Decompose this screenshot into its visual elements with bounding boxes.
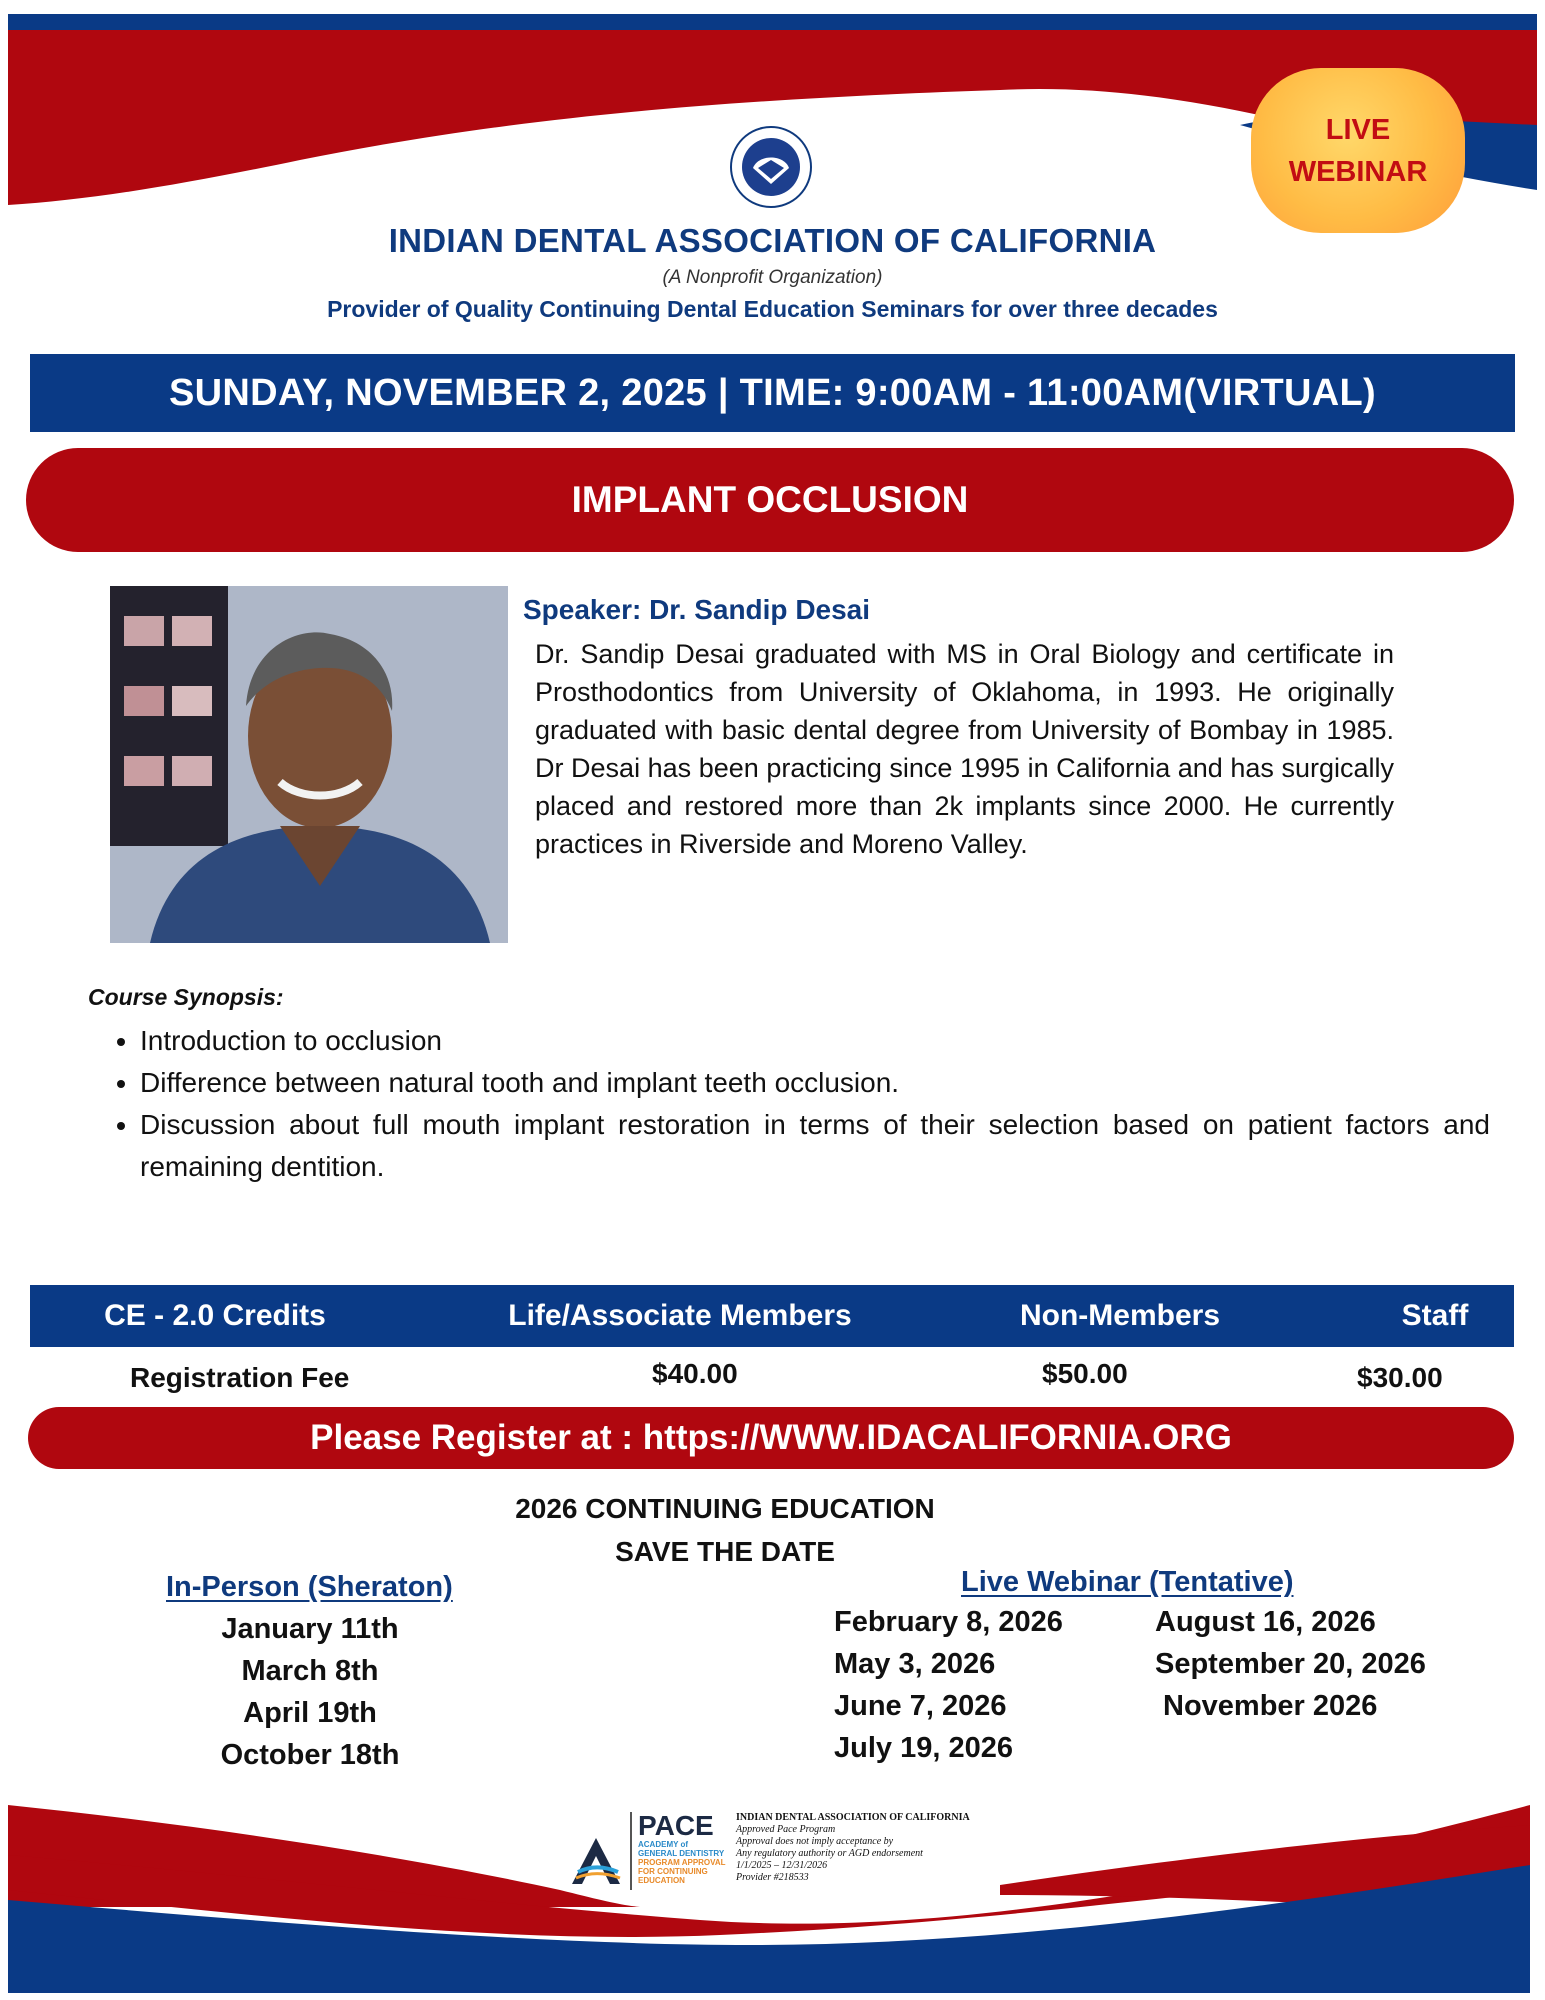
pace-brand-line: ACADEMY of [638, 1840, 689, 1849]
webinar-heading: Live Webinar (Tentative) [961, 1566, 1294, 1598]
fee-header-members: Life/Associate Members [508, 1299, 852, 1332]
live-webinar-badge [1251, 68, 1465, 233]
fee-staff: $30.00 [1357, 1362, 1443, 1393]
save-date-line-1: 2026 CONTINUING EDUCATION [515, 1493, 935, 1524]
synopsis-list [100, 1020, 1490, 1188]
webinar-date: November 2026 [1163, 1690, 1378, 1722]
webinar-date: July 19, 2026 [834, 1732, 1013, 1764]
event-date-bar: SUNDAY, NOVEMBER 2, 2025 | TIME: 9:00AM - 11:00AM(VIRTUAL) [30, 354, 1515, 432]
webinar-dates-col-2 [1155, 1601, 1426, 1727]
fee-header-staff: Staff [1401, 1299, 1469, 1332]
pace-a-icon [568, 1832, 624, 1888]
fee-row-label: Registration Fee [130, 1362, 350, 1393]
pace-org: INDIAN DENTAL ASSOCIATION OF CALIFORNIA [736, 1812, 970, 1823]
save-date-line-2: SAVE THE DATE [615, 1536, 835, 1567]
pace-line: 1/1/2025 – 12/31/2026 [736, 1860, 828, 1871]
pace-line: Any regulatory authority or AGD endorsement [736, 1848, 923, 1859]
synopsis-label: Course Synopsis: [88, 984, 284, 1010]
webinar-date: June 7, 2026 [834, 1690, 1007, 1722]
event-title: IMPLANT OCCLUSION [26, 448, 1514, 552]
pace-approval [568, 1812, 998, 1892]
webinar-date: February 8, 2026 [834, 1606, 1063, 1638]
org-tagline: Provider of Quality Continuing Dental Education Seminars for over three decades [327, 296, 1218, 322]
in-person-date: October 18th [220, 1739, 400, 1771]
pace-line: Approved Pace Program [736, 1824, 836, 1835]
pace-brand [630, 1812, 726, 1890]
pace-brand-line: FOR CONTINUING [638, 1867, 708, 1876]
fee-header-credits: CE - 2.0 Credits [104, 1299, 326, 1332]
fee-members: $40.00 [652, 1358, 738, 1389]
in-person-heading: In-Person (Sheraton) [166, 1571, 453, 1603]
fee-header-non-members: Non-Members [1019, 1299, 1221, 1332]
webinar-date: September 20, 2026 [1155, 1648, 1426, 1680]
ida-logo [728, 124, 814, 210]
webinar-dates-col-1 [834, 1601, 1063, 1769]
fee-non-members: $50.00 [1042, 1358, 1128, 1389]
fee-row [30, 1352, 1514, 1402]
synopsis-item: • Discussion about full mouth implant restoration in terms of their selection based on patient factors and remaining dentition. [140, 1104, 1490, 1188]
pace-details [736, 1812, 1006, 1884]
pace-brand-line: EDUCATION [638, 1876, 685, 1885]
speaker-label: Speaker: Dr. Sandip Desai [523, 594, 871, 625]
synopsis-item: • Introduction to occlusion [140, 1020, 1490, 1062]
pace-brand-line: GENERAL DENTISTRY [638, 1849, 725, 1858]
badge-line-2: WEBINAR [1288, 155, 1428, 188]
webinar-date: August 16, 2026 [1155, 1606, 1376, 1638]
speaker-photo [110, 586, 508, 943]
webinar-date: May 3, 2026 [834, 1648, 996, 1680]
in-person-date: April 19th [243, 1697, 377, 1729]
org-name: INDIAN DENTAL ASSOCIATION OF CALIFORNIA [388, 222, 1157, 259]
in-person-date: March 8th [241, 1655, 379, 1687]
org-subtitle: (A Nonprofit Organization) [662, 267, 883, 288]
pace-line: Approval does not imply acceptance by [736, 1836, 894, 1847]
in-person-dates [150, 1608, 470, 1776]
speaker-bio: Dr. Sandip Desai graduated with MS in Oral Biology and certificate in Prosthodontics from University of Oklahoma, in 1993. He originally graduated with basic dental degree from University of Bombay in 1985. Dr Desai has been practicing since 1995 in California and has surgically placed and restored more than 2k implants since 2000. He currently practices in Riverside and Moreno Valley. [535, 639, 1394, 859]
pace-brand-name: PACE [638, 1810, 714, 1841]
pace-brand-line: PROGRAM APPROVAL [638, 1858, 726, 1867]
fee-header-bar [30, 1285, 1514, 1347]
badge-line-1: LIVE [1325, 113, 1391, 146]
pace-line: Provider #218533 [736, 1872, 809, 1883]
in-person-date: January 11th [221, 1613, 399, 1645]
synopsis-item: • Difference between natural tooth and implant teeth occlusion. [140, 1062, 1490, 1104]
register-link[interactable]: Please Register at : https://WWW.IDACALIFORNIA.ORG [28, 1407, 1514, 1469]
